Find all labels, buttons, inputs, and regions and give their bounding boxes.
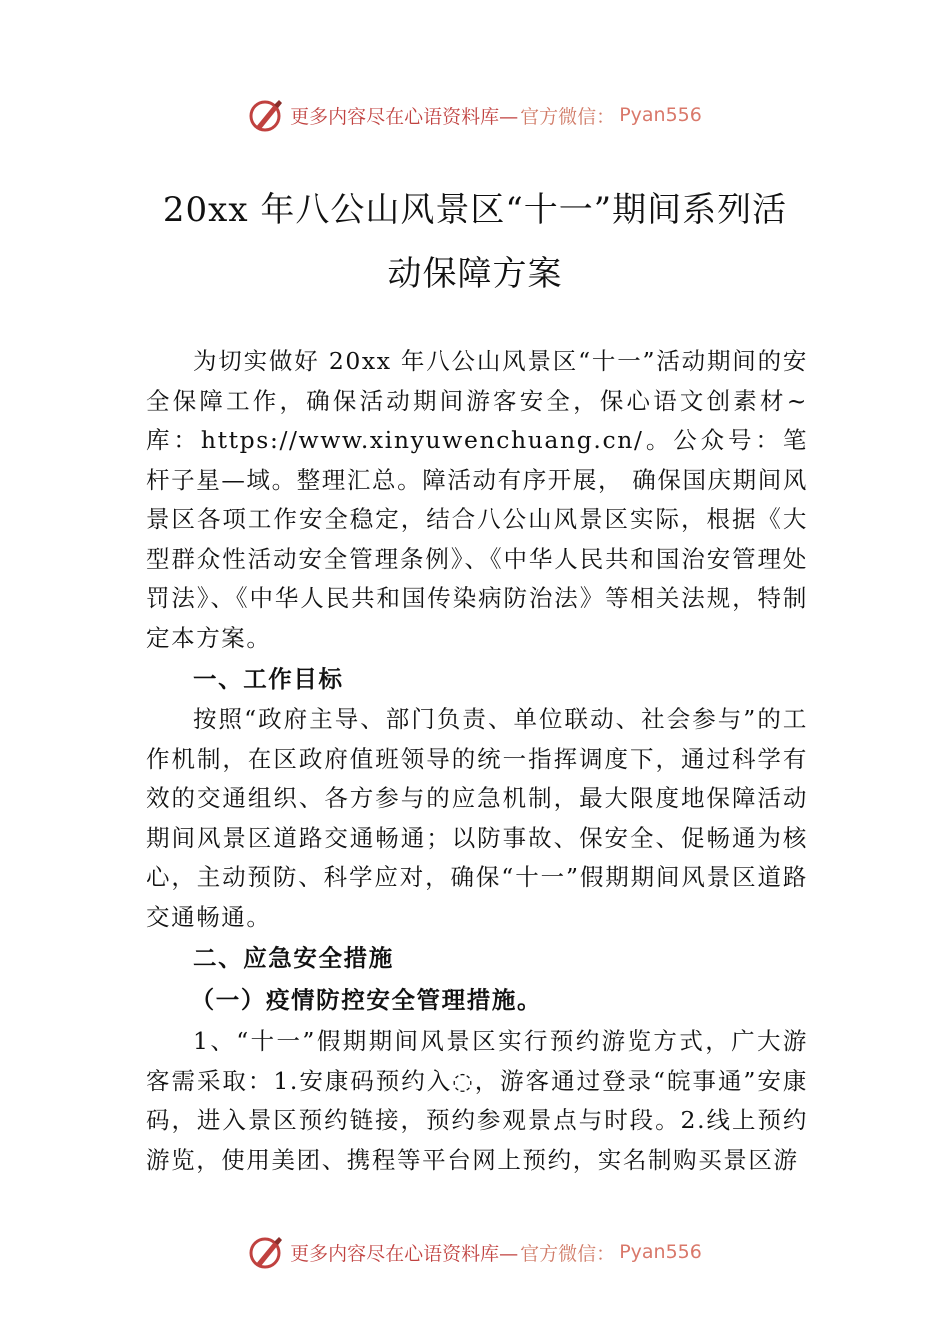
- pen-logo-icon: [248, 97, 284, 133]
- footer-watermark-banner: [0, 1232, 950, 1272]
- document-body: [146, 342, 808, 1180]
- item-1-paragraph: 1、“十一”假期期间风景区实行预约游览方式，广大游客需采取：1.安康码预约入◌，游客通过登录“皖事通”安康码，进入景区预约链接，预约参观景点与时段。2.线上预约游览，使用美团、携程等平台网上预约，实名制购买景区游: [146, 1027, 808, 1174]
- subsection-1-heading: （一）疫情防控安全管理措施。: [190, 986, 543, 1014]
- header-watermark-banner: [0, 95, 950, 135]
- banner-text: 更多内容尽在心语资料库—: [290, 105, 519, 128]
- title-line-1: 20xx 年八公山风景区“十一”期间系列活: [162, 190, 788, 230]
- section-2-heading: 二、应急安全措施: [193, 944, 394, 972]
- section-1-heading: 一、工作目标: [193, 665, 344, 693]
- banner-wechat-label: 官方微信：: [520, 105, 616, 128]
- pen-logo-icon: [248, 1234, 284, 1270]
- document-title: [0, 178, 950, 306]
- banner-wechat-id: Pyan556: [619, 1241, 702, 1263]
- banner-wechat-label: 官方微信：: [520, 1242, 616, 1265]
- section-1-paragraph: 按照“政府主导、部门负责、单位联动、社会参与”的工作机制，在区政府值班领导的统一指挥调度下，通过科学有效的交通组织、各方参与的应急机制，最大限度地保障活动期间风景区道路交通畅通；以防事故、保安全、促畅通为核心，主动预防、科学应对，确保“十一”假期期间风景区道路交通畅通。: [146, 705, 808, 931]
- banner-wechat-id: Pyan556: [619, 104, 702, 126]
- title-line-2: 动保障方案: [387, 254, 563, 294]
- banner-text: 更多内容尽在心语资料库—: [290, 1242, 519, 1265]
- intro-paragraph: 为切实做好 20xx 年八公山风景区“十一”活动期间的安全保障工作，确保活动期间游客安全，保心语文创素材~库：https://www.xinyuwenchuang.cn/。公众号：笔杆子星—域。整理汇总。障活动有序开展， 确保国庆期间风景区各项工作安全稳定，结合八公山风景区实际，根据《大型群众性活动安全管理条例》、《中华人民共和国治安管理处罚法》、《中华人民共和国传染病防治法》等相关法规，特制定本方案。: [146, 347, 808, 652]
